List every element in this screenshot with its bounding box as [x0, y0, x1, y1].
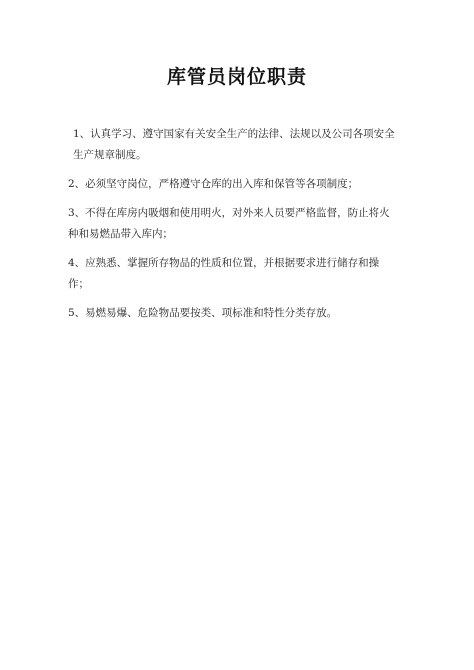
- duty-item-1: 1、认真学习、遵守国家有关安全生产的法律、法规以及公司各项安全生产规章制度。: [73, 128, 395, 161]
- duty-item-3: 3、不得在库房内吸烟和使用明火，对外来人员要严格监督，防止将火种和易燃品带入库内；: [68, 207, 390, 240]
- duty-item-4: 4、应熟悉、掌握所存物品的性质和位置，并根据要求进行储存和操作；: [68, 257, 380, 290]
- duty-list: [68, 124, 398, 332]
- page-title: 库管员岗位职责: [166, 66, 307, 88]
- duty-item-5: 5、易燃易爆、危险物品要按类、项标准和特性分类存放。: [68, 307, 338, 319]
- duty-item-2: 2、必须坚守岗位，严格遵守仓库的出入库和保管等各项制度；: [68, 178, 359, 190]
